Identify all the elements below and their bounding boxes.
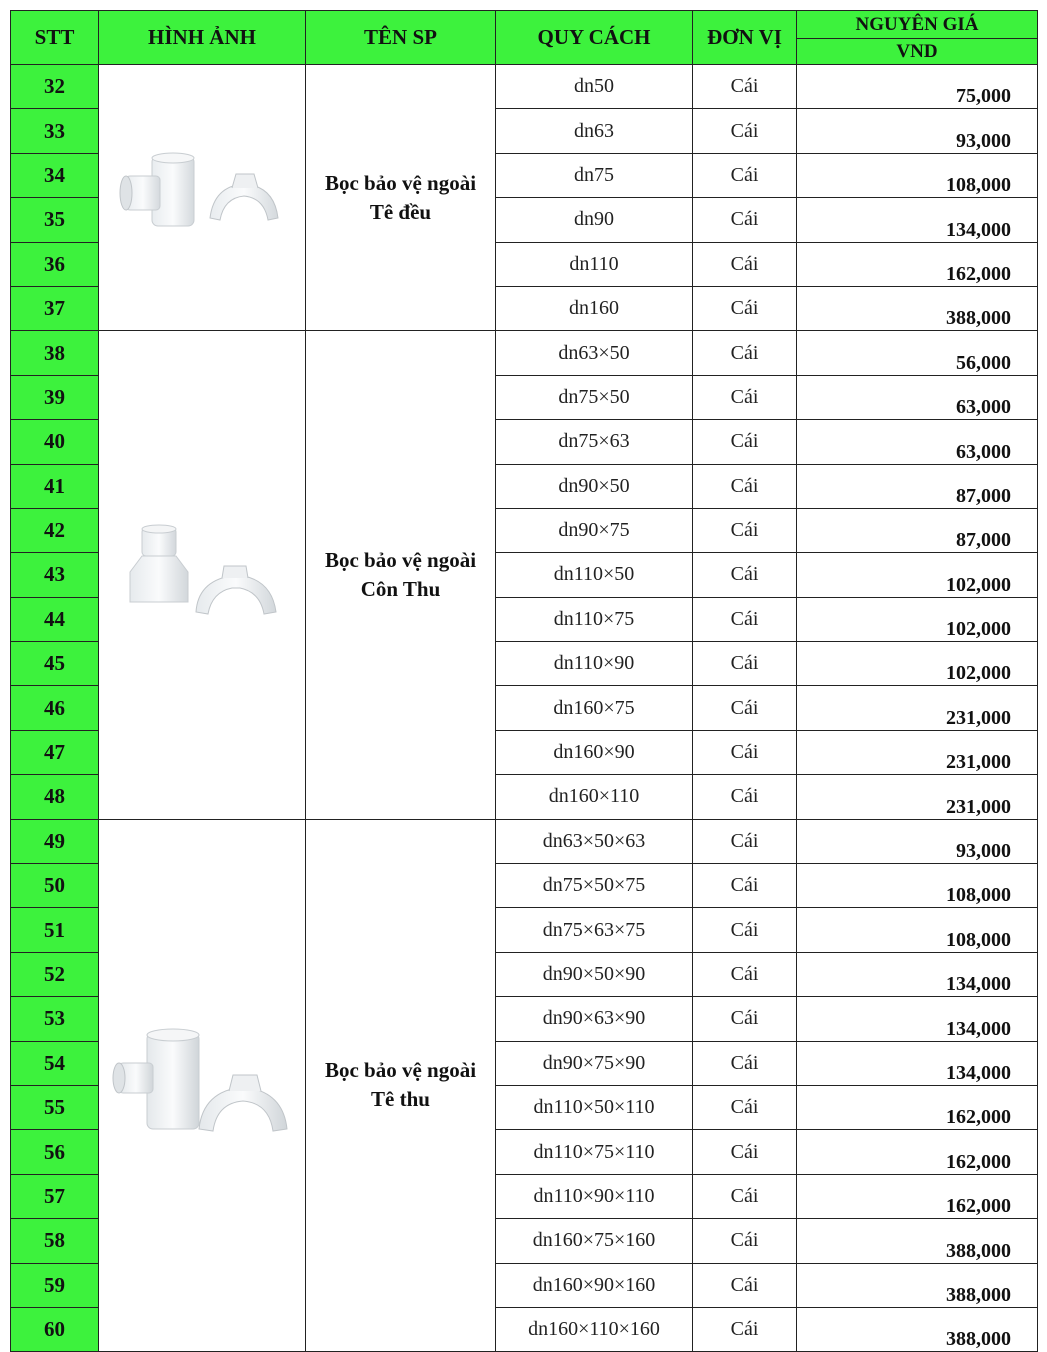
- row-spec: dn110×75×110: [496, 1130, 693, 1174]
- row-price: 231,000: [797, 730, 1038, 774]
- table-row: [11, 819, 1038, 863]
- row-price: 108,000: [797, 908, 1038, 952]
- row-price: 102,000: [797, 597, 1038, 641]
- row-spec: dn75×63: [496, 420, 693, 464]
- row-spec: dn63×50×63: [496, 819, 693, 863]
- row-price: 102,000: [797, 642, 1038, 686]
- row-unit: Cái: [693, 1085, 797, 1129]
- row-stt: 50: [11, 864, 99, 908]
- row-stt: 60: [11, 1307, 99, 1351]
- row-stt: 36: [11, 242, 99, 286]
- row-unit: Cái: [693, 1307, 797, 1351]
- row-unit: Cái: [693, 242, 797, 286]
- product-name-cell: [306, 65, 496, 331]
- row-spec: dn160×90×160: [496, 1263, 693, 1307]
- row-price: 93,000: [797, 819, 1038, 863]
- header-image: HÌNH ẢNH: [99, 11, 306, 65]
- product-name-line2: Côn Thu: [360, 576, 441, 601]
- row-price: 162,000: [797, 1085, 1038, 1129]
- row-price: 231,000: [797, 686, 1038, 730]
- row-stt: 39: [11, 375, 99, 419]
- row-unit: Cái: [693, 597, 797, 641]
- header-unit: ĐƠN VỊ: [693, 11, 797, 65]
- product-name-line1: Bọc bảo vệ ngoài: [324, 547, 477, 572]
- row-stt: 57: [11, 1174, 99, 1218]
- row-stt: 32: [11, 65, 99, 109]
- header-spec: QUY CÁCH: [496, 11, 693, 65]
- row-price: 388,000: [797, 1219, 1038, 1263]
- row-stt: 51: [11, 908, 99, 952]
- equal-tee-cover-image: [99, 148, 305, 248]
- row-stt: 56: [11, 1130, 99, 1174]
- row-unit: Cái: [693, 952, 797, 996]
- row-spec: dn75×50: [496, 375, 693, 419]
- row-stt: 45: [11, 642, 99, 686]
- row-unit: Cái: [693, 109, 797, 153]
- row-unit: Cái: [693, 864, 797, 908]
- header-currency: VND: [797, 39, 1038, 65]
- row-price: 162,000: [797, 242, 1038, 286]
- row-stt: 48: [11, 775, 99, 819]
- header-name: TÊN SP: [306, 11, 496, 65]
- row-stt: 42: [11, 508, 99, 552]
- table-row: [11, 331, 1038, 375]
- reducer-cover-image: [99, 520, 305, 630]
- row-unit: Cái: [693, 686, 797, 730]
- table-row: [11, 65, 1038, 109]
- row-spec: dn110×90: [496, 642, 693, 686]
- product-name-line1: Bọc bảo vệ ngoài: [324, 1058, 477, 1083]
- row-spec: dn63×50: [496, 331, 693, 375]
- row-unit: Cái: [693, 65, 797, 109]
- row-spec: dn90×50×90: [496, 952, 693, 996]
- row-spec: dn160×75×160: [496, 1219, 693, 1263]
- row-stt: 44: [11, 597, 99, 641]
- reducing-tee-cover-image: [99, 1025, 305, 1145]
- row-unit: Cái: [693, 730, 797, 774]
- row-stt: 47: [11, 730, 99, 774]
- row-price: 388,000: [797, 1263, 1038, 1307]
- row-price: 108,000: [797, 153, 1038, 197]
- row-unit: Cái: [693, 464, 797, 508]
- row-price: 93,000: [797, 109, 1038, 153]
- row-spec: dn75×50×75: [496, 864, 693, 908]
- row-price: 162,000: [797, 1174, 1038, 1218]
- row-unit: Cái: [693, 1174, 797, 1218]
- row-spec: dn110: [496, 242, 693, 286]
- price-table: [10, 10, 1038, 1352]
- row-price: 87,000: [797, 464, 1038, 508]
- header-stt: STT: [11, 11, 99, 65]
- row-spec: dn160×110: [496, 775, 693, 819]
- row-unit: Cái: [693, 1041, 797, 1085]
- row-spec: dn90×63×90: [496, 997, 693, 1041]
- row-price: 162,000: [797, 1130, 1038, 1174]
- row-spec: dn160×75: [496, 686, 693, 730]
- row-unit: Cái: [693, 819, 797, 863]
- row-price: 75,000: [797, 65, 1038, 109]
- product-name-line1: Bọc bảo vệ ngoài: [324, 170, 477, 195]
- row-stt: 55: [11, 1085, 99, 1129]
- product-name-cell: [306, 331, 496, 819]
- row-unit: Cái: [693, 375, 797, 419]
- row-spec: dn110×90×110: [496, 1174, 693, 1218]
- row-price: 134,000: [797, 1041, 1038, 1085]
- row-unit: Cái: [693, 1263, 797, 1307]
- product-image-cell: [99, 819, 306, 1352]
- row-unit: Cái: [693, 1219, 797, 1263]
- row-stt: 40: [11, 420, 99, 464]
- row-unit: Cái: [693, 997, 797, 1041]
- row-spec: dn90×50: [496, 464, 693, 508]
- row-spec: dn110×50: [496, 553, 693, 597]
- row-spec: dn160: [496, 286, 693, 330]
- row-stt: 52: [11, 952, 99, 996]
- row-price: 388,000: [797, 1307, 1038, 1351]
- header-price: NGUYÊN GIÁ: [797, 11, 1038, 39]
- row-stt: 34: [11, 153, 99, 197]
- row-unit: Cái: [693, 286, 797, 330]
- product-image-cell: [99, 331, 306, 819]
- row-stt: 58: [11, 1219, 99, 1263]
- product-image-cell: [99, 65, 306, 331]
- row-price: 388,000: [797, 286, 1038, 330]
- row-unit: Cái: [693, 642, 797, 686]
- row-unit: Cái: [693, 153, 797, 197]
- row-stt: 53: [11, 997, 99, 1041]
- row-price: 87,000: [797, 508, 1038, 552]
- row-unit: Cái: [693, 1130, 797, 1174]
- row-spec: dn160×90: [496, 730, 693, 774]
- row-stt: 38: [11, 331, 99, 375]
- row-price: 134,000: [797, 198, 1038, 242]
- row-stt: 35: [11, 198, 99, 242]
- row-stt: 46: [11, 686, 99, 730]
- row-unit: Cái: [693, 908, 797, 952]
- row-spec: dn50: [496, 65, 693, 109]
- row-unit: Cái: [693, 775, 797, 819]
- row-stt: 37: [11, 286, 99, 330]
- row-stt: 49: [11, 819, 99, 863]
- row-spec: dn63: [496, 109, 693, 153]
- row-unit: Cái: [693, 553, 797, 597]
- row-spec: dn75×63×75: [496, 908, 693, 952]
- row-price: 102,000: [797, 553, 1038, 597]
- row-spec: dn90: [496, 198, 693, 242]
- row-spec: dn160×110×160: [496, 1307, 693, 1351]
- row-unit: Cái: [693, 420, 797, 464]
- row-spec: dn75: [496, 153, 693, 197]
- product-name-cell: [306, 819, 496, 1352]
- row-spec: dn90×75×90: [496, 1041, 693, 1085]
- row-spec: dn110×75: [496, 597, 693, 641]
- row-stt: 59: [11, 1263, 99, 1307]
- row-stt: 43: [11, 553, 99, 597]
- row-unit: Cái: [693, 331, 797, 375]
- row-price: 63,000: [797, 375, 1038, 419]
- row-price: 63,000: [797, 420, 1038, 464]
- row-price: 108,000: [797, 864, 1038, 908]
- row-spec: dn90×75: [496, 508, 693, 552]
- row-spec: dn110×50×110: [496, 1085, 693, 1129]
- product-name-line2: Tê thu: [371, 1087, 430, 1112]
- product-name-line2: Tê đều: [369, 199, 432, 224]
- row-stt: 33: [11, 109, 99, 153]
- row-price: 56,000: [797, 331, 1038, 375]
- row-unit: Cái: [693, 508, 797, 552]
- row-price: 134,000: [797, 952, 1038, 996]
- row-stt: 54: [11, 1041, 99, 1085]
- row-unit: Cái: [693, 198, 797, 242]
- row-price: 134,000: [797, 997, 1038, 1041]
- row-stt: 41: [11, 464, 99, 508]
- row-price: 231,000: [797, 775, 1038, 819]
